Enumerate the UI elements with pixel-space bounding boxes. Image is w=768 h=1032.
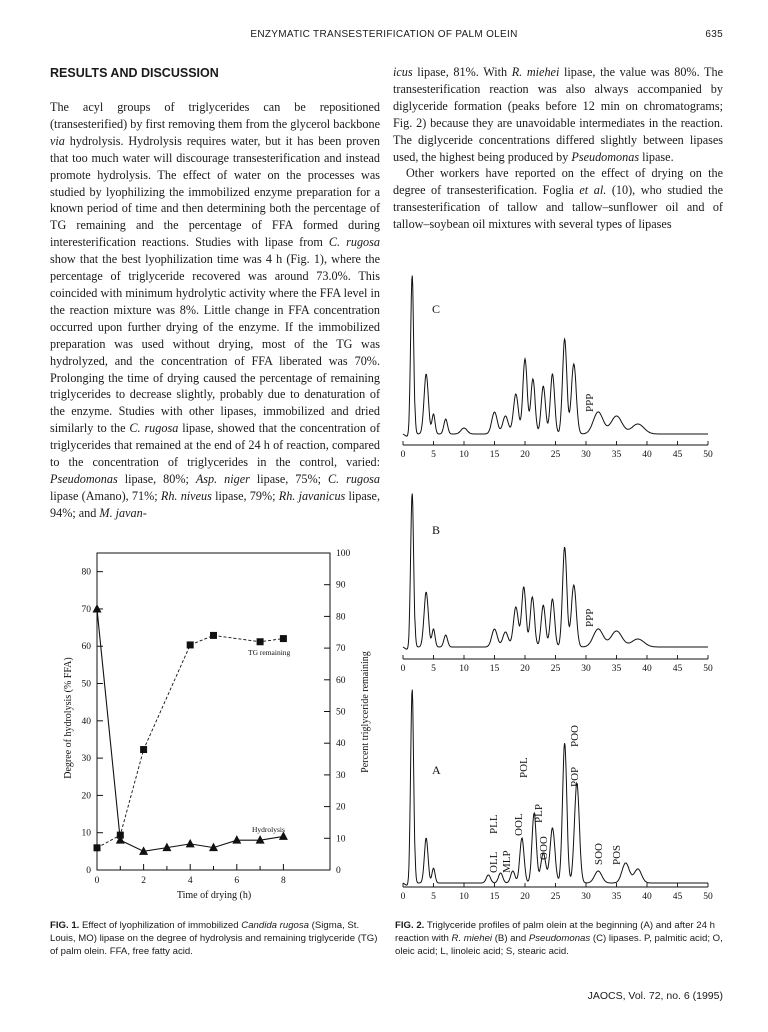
fig1-label-tg: TG remaining [248,648,291,657]
time-tick-label: 10 [459,664,469,674]
time-tick-label: 40 [642,892,652,902]
left-tick-label: 20 [81,791,91,802]
fig1-x-label: Time of drying (h) [176,890,252,901]
ppp-label-b: PPP [584,608,596,627]
time-tick-label: 45 [672,892,683,902]
right-tick-label: 50 [336,707,346,718]
time-tick-label: 25 [550,664,561,674]
paragraph: The acyl groups of triglycerides can be repositioned (transesterified) by first removing them from the glycerol backbone via hydrolysis. Hydrolysis requires water, but it has been proven that too much water will discourage transesterification and instead promote hydrolysis. The effect of water on the processes was studied by lyophilizing the immobilized enzyme preparation for a known period of time and then determining both the percentage of TG remaining and the percentage of FFA formed during interesterification reactions. Studies with lipase from C. rugosa show that the best lyophilization time was 4 h (Fig. 1), where the percentage of triglyceride recovered was around 73.0%. This coincided with minimum hydrolytic activity where the FFA level in the reaction mixture was 8%. Little change in FFA concentration occurred upon further drying of the enzyme. If the immobilized preparation was used without drying, most of the TG was hydrolyzed, and the concentration of FFA liberated was 70%. Prolonging the time of drying caused the percentage of remaining triglycerides to decrease slightly, probably due to denaturation of the enzyme. Studies with other lipases, immobilized and dried similarly to the C. rugosa lipase, showed that the concentration of triglycerides that remained at the end of 24 h of reaction, compared to the concentration of triglycerides in the control, varied: Pseudomonas lipase, 80%; Asp. niger lipase, 75%; C. rugosa lipase (Amano), 71%; Rh. niveus lipase, 79%; Rh. javanicus lipase, 94%; and M. javan- [50,100,381,520]
right-tick-label: 0 [336,866,341,876]
peak-label: POO [569,724,581,747]
time-tick-label: 25 [550,450,561,460]
time-tick-label: 45 [672,450,683,460]
time-tick-label: 15 [489,892,500,902]
fig2-caption: FIG. 2. Triglyceride profiles of palm olein at the beginning (A) and after 24 h reaction with R. miehei (B) and Pseudomonas (C) lipases. P, palmitic acid; O, oleic acid; L, linoleic acid; S, stearic acid. [395,920,723,957]
right-tick-label: 20 [336,802,346,813]
right-tick-label: 100 [336,549,351,559]
fig1-label-hydrolysis: Hydrolysis [252,825,285,834]
peak-label: PLL [488,814,500,834]
time-tick-label: 5 [431,892,436,902]
paragraph: icus lipase, 81%. With R. miehei lipase, the value was 80%. The transesterification reaction was also always accompanied by diglyceride formation (peaks before 12 min on chromatograms; Fig. 2) because they are unavoidable intermediates in the reaction. The diglyceride concentrations differed slightly between lipases used, the highest being produced by Pseudomonas lipase. [393,65,723,164]
peak-label: PLP [533,804,545,823]
time-tick-label: 10 [459,450,469,460]
right-tick-label: 70 [336,644,346,655]
x-tick-label: 2 [141,876,146,886]
section-heading: RESULTS AND DISCUSSION [50,66,219,80]
time-tick-label: 5 [431,664,436,674]
page-number: 635 [705,29,723,40]
fig2-traces [400,276,708,886]
left-tick-label: 70 [81,604,91,615]
x-tick-label: 6 [234,876,240,886]
time-tick-label: 20 [520,664,530,674]
time-tick-label: 20 [520,892,530,902]
running-header: ENZYMATIC TRANSESTERIFICATION OF PALM OLEIN [250,29,518,40]
chromatogram-a [403,690,708,885]
time-tick-label: 15 [489,664,500,674]
time-tick-label: 25 [550,892,561,902]
time-tick-label: 50 [703,664,713,674]
right-tick-label: 80 [336,612,346,623]
fig1-y-left-label: Degree of hydrolysis (% FFA) [63,657,74,779]
left-tick-label: 60 [81,642,91,653]
peak-label: POS [611,844,623,865]
time-tick-label: 35 [611,892,622,902]
chromatogram-c [403,276,708,437]
left-tick-label: 50 [81,679,91,690]
paragraph: Other workers have reported on the effect of drying on the degree of transesterification. Foglia et al. (10), who studied the transesterification of tallow and tallow–sunflower oil and of tallow–soybean oil mixtures with several types of lipases [393,166,723,232]
left-tick-label: 30 [81,754,91,765]
peak-label: MLP [501,850,513,873]
fig1-y-right-label: Percent triglyceride remaining [360,651,371,773]
left-tick-label: 10 [81,828,91,839]
peak-label: POL [518,757,530,778]
right-tick-label: 10 [336,834,346,845]
peak-label: SOO [593,842,605,865]
left-tick-label: 80 [81,567,91,578]
time-tick-label: 50 [703,892,713,902]
right-tick-label: 90 [336,580,346,591]
panel-label-a: A [432,763,441,777]
time-tick-label: 0 [400,450,406,460]
time-tick-label: 5 [431,450,436,460]
fig2-axis-labels [401,450,713,902]
time-tick-label: 35 [611,664,622,674]
time-tick-label: 50 [703,450,713,460]
journal-footer: JAOCS, Vol. 72, no. 6 (1995) [587,990,723,1002]
time-tick-label: 30 [581,892,591,902]
time-tick-label: 30 [581,664,591,674]
time-tick-label: 40 [642,450,652,460]
right-tick-label: 60 [336,675,346,686]
time-tick-label: 0 [400,892,406,902]
time-tick-label: 35 [611,450,622,460]
right-tick-label: 30 [336,770,346,781]
time-tick-label: 0 [400,664,406,674]
time-tick-label: 30 [581,450,591,460]
peak-label: OOO [538,836,550,860]
time-tick-label: 10 [459,892,469,902]
x-tick-label: 4 [187,876,193,886]
ppp-label-c: PPP [584,393,596,412]
time-tick-label: 40 [642,664,652,674]
time-tick-label: 20 [520,450,530,460]
peak-label: POP [569,766,581,787]
x-tick-label: 8 [281,876,286,886]
left-tick-label: 40 [81,716,91,727]
left-tick-label: 0 [86,866,91,876]
right-tick-label: 40 [336,739,346,750]
peak-label: OLL [488,851,500,873]
x-tick-label: 0 [94,876,100,886]
fig1-caption: FIG. 1. Effect of lyophilization of immobilized Candida rugosa (Sigma, St. Louis, MO) lipase on the degree of hydrolysis and remaining triglyceride (TG) of palm olein. FFA, free fatty acid. [50,920,378,957]
time-tick-label: 15 [489,450,500,460]
chromatogram-b [403,494,708,649]
panel-label-b: B [432,523,441,537]
panel-label-c: C [432,302,441,316]
time-tick-label: 45 [672,664,683,674]
peak-label: OOL [513,813,525,836]
